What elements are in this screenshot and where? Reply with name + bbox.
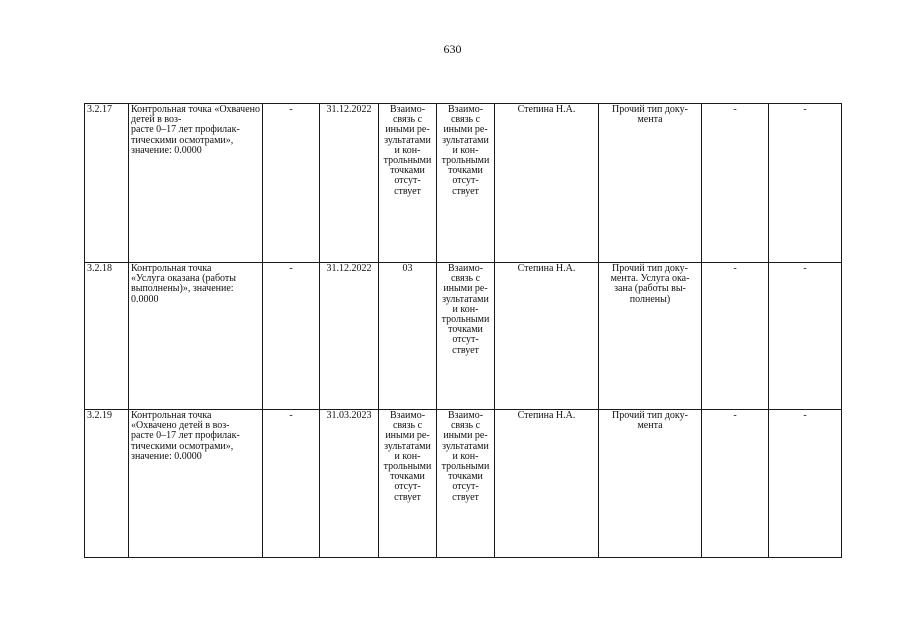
notes-cell: - <box>769 263 842 410</box>
description-cell: Контрольная точка «Охвачено детей в воз- расте 0–17 лет профилак- тическими осмотрами», значение: 0.0000 <box>129 104 263 263</box>
page-number: 630 <box>443 42 462 56</box>
table-row <box>85 104 842 263</box>
document-type-cell: Прочий тип доку- мента <box>599 104 702 263</box>
successor-cell: Взаимо- связь с иными ре- зультатами и кон- трольными точками отсут- ствует <box>437 263 495 410</box>
description-cell: Контрольная точка «Охвачено детей в воз- расте 0–17 лет профилак- тическими осмотрами», значение: 0.0000 <box>129 410 263 558</box>
responsible-cell: Степина Н.А. <box>495 263 599 410</box>
responsible-cell: Степина Н.А. <box>495 104 599 263</box>
notes-cell: - <box>769 410 842 558</box>
start-date-cell: - <box>263 410 320 558</box>
predecessor-cell: Взаимо- связь с иными ре- зультатами и кон- трольными точками отсут- ствует <box>379 410 437 558</box>
start-date-cell: - <box>263 104 320 263</box>
predecessor-cell: 03 <box>379 263 437 410</box>
info-system-cell: - <box>702 104 769 263</box>
row-number-cell: 3.2.18 <box>85 263 129 410</box>
info-system-cell: - <box>702 263 769 410</box>
responsible-cell: Степина Н.А. <box>495 410 599 558</box>
start-date-cell: - <box>263 263 320 410</box>
info-system-cell: - <box>702 410 769 558</box>
successor-cell: Взаимо- связь с иными ре- зультатами и кон- трольными точками отсут- ствует <box>437 410 495 558</box>
table-row <box>85 410 842 558</box>
notes-cell: - <box>769 104 842 263</box>
row-number-cell: 3.2.19 <box>85 410 129 558</box>
document-type-cell: Прочий тип доку- мента <box>599 410 702 558</box>
end-date-cell: 31.03.2023 <box>320 410 379 558</box>
end-date-cell: 31.12.2022 <box>320 263 379 410</box>
successor-cell: Взаимо- связь с иными ре- зультатами и кон- трольными точками отсут- ствует <box>437 104 495 263</box>
table-row <box>85 263 842 410</box>
row-number-cell: 3.2.17 <box>85 104 129 263</box>
control-points-table <box>84 103 842 558</box>
document-type-cell: Прочий тип доку- мента. Услуга ока- зана (работы вы- полнены) <box>599 263 702 410</box>
predecessor-cell: Взаимо- связь с иными ре- зультатами и кон- трольными точками отсут- ствует <box>379 104 437 263</box>
end-date-cell: 31.12.2022 <box>320 104 379 263</box>
description-cell: Контрольная точка «Услуга оказана (работы выполнены)», значение: 0.0000 <box>129 263 263 410</box>
